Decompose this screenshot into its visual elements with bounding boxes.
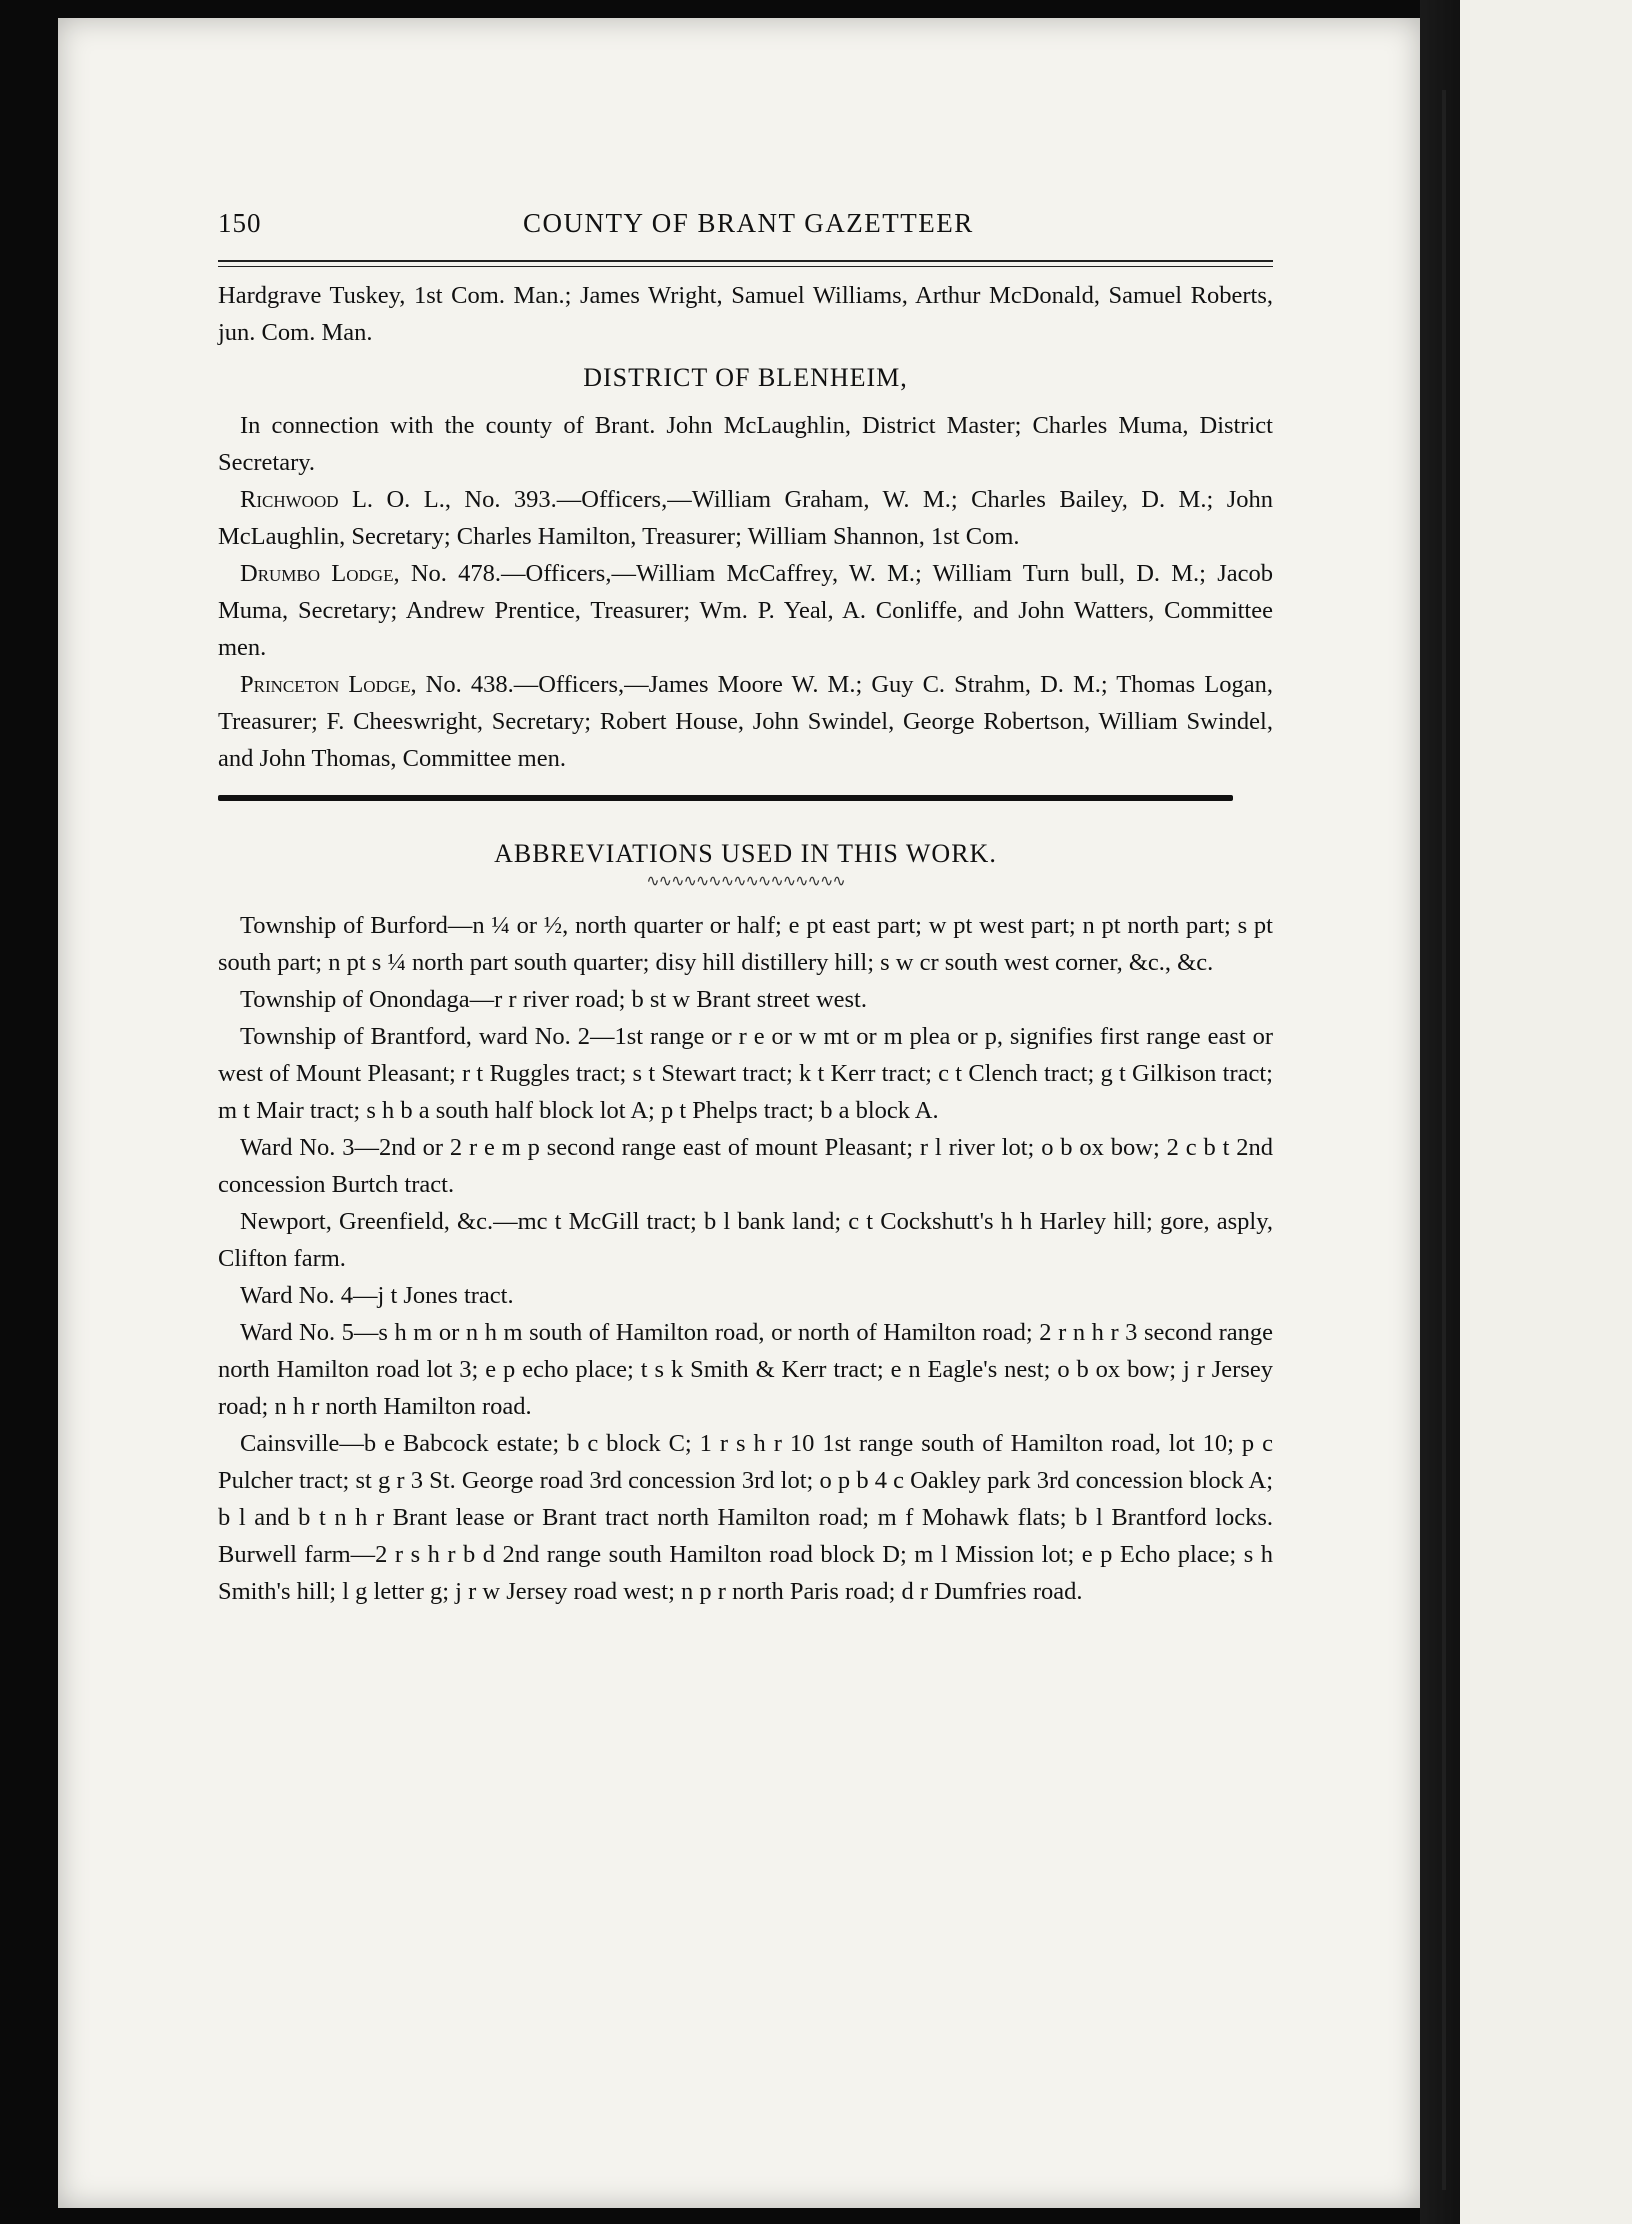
lodge-entry xyxy=(218,481,1273,555)
lodge-entry xyxy=(218,555,1273,666)
abbreviation-paragraph: Newport, Greenfield, &c.—mc t McGill tract; b l bank land; c t Cockshutt's h h Harley hill; gore, asply, Clifton farm. xyxy=(218,1208,1273,1272)
district-intro: In connection with the county of Brant. John McLaughlin, District Master; Charles Muma, District Secretary. xyxy=(218,412,1273,476)
abbreviation-paragraph: Ward No. 3—2nd or 2 r e m p second range east of mount Pleasant; r l river lot; o b ox bow; 2 c b t 2nd concession Burtch tract. xyxy=(218,1134,1273,1198)
abbreviation-paragraph: Township of Onondaga—r r river road; b st w Brant street west. xyxy=(240,986,867,1013)
lodge-name: Princeton Lodge xyxy=(240,671,411,698)
abbreviation-paragraph: Cainsville—b e Babcock estate; b c block C; 1 r s h r 10 1st range south of Hamilton road, lot 10; p c Pulcher tract; st g r 3 St. George road 3rd concession 3rd lot; o p b 4 c Oakley park 3rd concession block A; b l and b t n h r Brant lease or Brant tract north Hamilton road; m f Mohawk flats; b l Brantford locks. Burwell farm—2 r s h r b d 2nd range south Hamilton road block D; m l Mission lot; e p Echo place; s h Smith's hill; l g letter g; j r w Jersey road west; n p r north Paris road; d r Dumfries road. xyxy=(218,1430,1273,1605)
lodge-entry xyxy=(218,666,1273,777)
lodge-text: , No. 438.—Officers,—James Moore W. M.; Guy C. Strahm, D. M.; Thomas Logan, Treasurer; F. Cheeswright, Secretary; Robert House, John Swindel, George Robertson, William Swindel, and John Thomas, Committee men. xyxy=(218,671,1273,772)
abbreviations-heading: ABBREVIATIONS USED IN THIS WORK. xyxy=(494,839,997,868)
abbreviation-paragraph: Township of Brantford, ward No. 2—1st range or r e or w mt or m plea or p, signifies first range east or west of Mount Pleasant; r t Ruggles tract; s t Stewart tract; k t Kerr tract; c t Clench tract; g t Gilkison tract; m t Mair tract; s h b a south half block lot A; p t Phelps tract; b a block A. xyxy=(218,1023,1273,1124)
lodge-name: Drumbo Lodge xyxy=(240,560,394,587)
abbreviation-paragraph: Ward No. 4—j t Jones tract. xyxy=(240,1282,514,1309)
binding-edge xyxy=(1442,90,1446,2190)
top-paragraph: Hardgrave Tuskey, 1st Com. Man.; James Wright, Samuel Williams, Arthur McDonald, Samuel Roberts, jun. Com. Man. xyxy=(218,282,1273,346)
lodge-text: , No. 478.—Officers,—William McCaffrey, W. M.; William Turn bull, D. M.; Jacob Muma, Secretary; Andrew Prentice, Treasurer; Wm. P. Yeal, A. Conliffe, and John Watters, Committee men. xyxy=(218,560,1273,661)
book-page xyxy=(58,18,1420,2208)
facing-page-edge xyxy=(1460,0,1632,2224)
abbreviation-paragraph: Township of Burford—n ¼ or ½, north quarter or half; e pt east part; w pt west part; n pt north part; s pt south part; n pt s ¼ north part south quarter; disy hill distillery hill; s w cr south west corner, &c., &c. xyxy=(218,912,1273,976)
lodge-name: Richwood xyxy=(240,486,339,513)
section-divider xyxy=(218,795,1233,801)
district-heading: DISTRICT OF BLENHEIM, xyxy=(583,363,908,392)
header-rule xyxy=(218,260,1273,267)
page-number: 150 xyxy=(218,208,262,238)
abbreviation-paragraph: Ward No. 5—s h m or n h m south of Hamilton road, or north of Hamilton road; 2 r n h r 3 second range north Hamilton road lot 3; e p echo place; t s k Smith & Kerr tract; e n Eagle's nest; o b ox bow; j r Jersey road; n h r north Hamilton road. xyxy=(218,1319,1273,1420)
running-title: COUNTY OF BRANT GAZETTEER xyxy=(523,208,974,238)
lodge-text: L. O. L., No. 393.—Officers,—William Graham, W. M.; Charles Bailey, D. M.; John McLaughlin, Secretary; Charles Hamilton, Treasurer; William Shannon, 1st Com. xyxy=(218,486,1273,550)
wavy-ornament: ∿∿∿∿∿∿∿∿∿∿∿∿∿∿∿∿ xyxy=(646,873,845,890)
running-header xyxy=(218,208,1273,248)
page-content xyxy=(218,208,1273,1610)
